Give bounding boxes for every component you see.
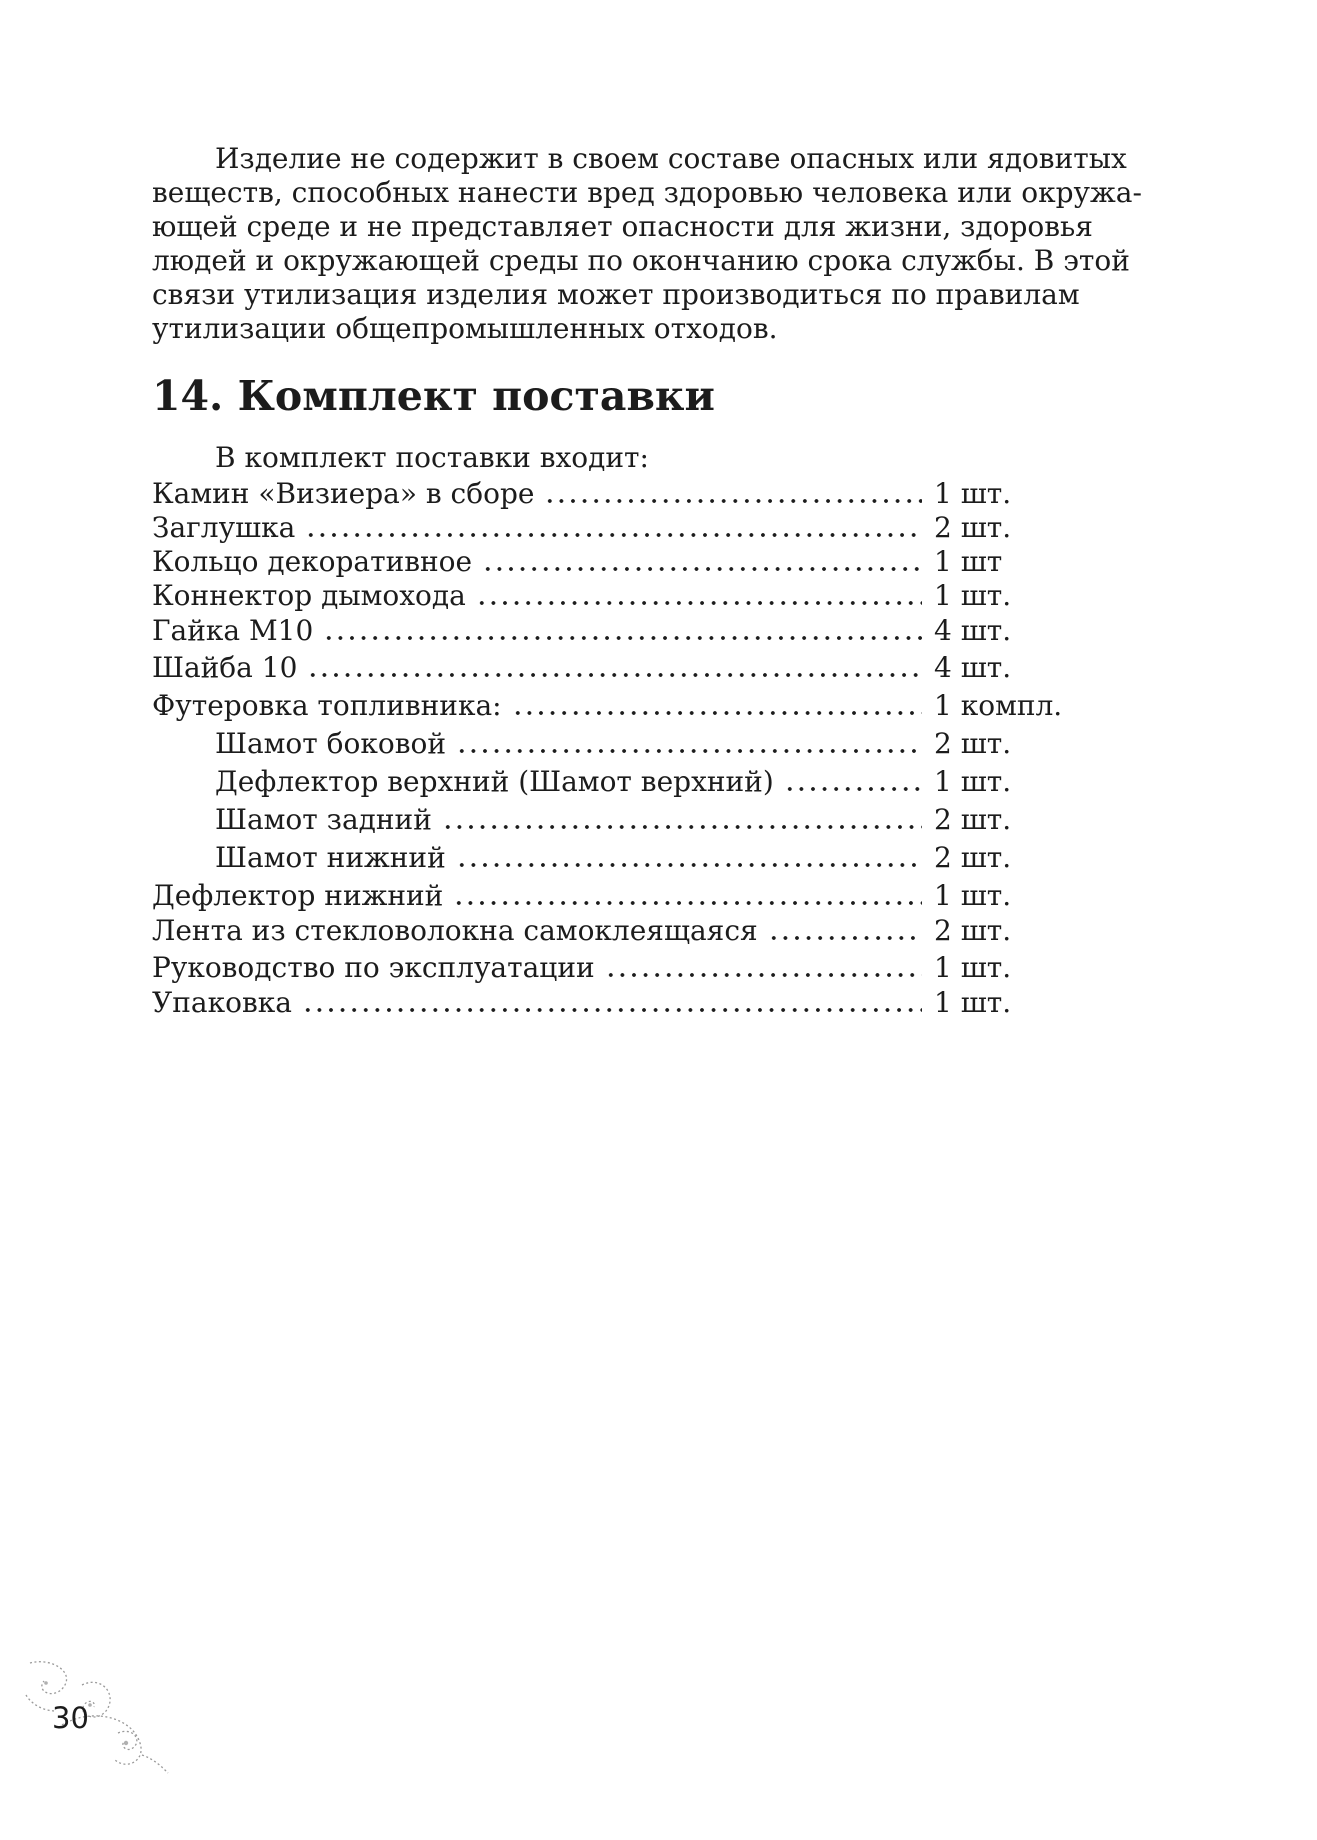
list-subitem — [215, 727, 1112, 761]
list-item — [152, 986, 1112, 1020]
list-item — [152, 579, 1112, 613]
list-subitem — [215, 803, 1112, 837]
item-label: Кольцо декоративное — [152, 545, 473, 578]
item-label: Камин «Визиера» в сборе — [152, 477, 535, 510]
list-item — [152, 689, 1112, 723]
item-label: Дефлектор верхний (Шамот верхний) — [215, 765, 774, 798]
dot-leader — [544, 497, 922, 505]
paragraph-line: Изделие не содержит в своем составе опасных или ядовитых — [215, 142, 1127, 175]
dot-leader — [453, 899, 922, 907]
dot-leader — [784, 785, 922, 793]
item-quantity: 1 шт. — [934, 879, 1012, 912]
list-item — [152, 477, 1112, 511]
item-label: Дефлектор нижний — [152, 879, 444, 912]
item-quantity: 1 шт. — [934, 986, 1012, 1019]
list-subitem — [215, 765, 1112, 799]
list-item — [152, 651, 1112, 685]
item-label: Шамот нижний — [215, 841, 446, 874]
section-intro: В комплект поставки входит: — [215, 441, 649, 474]
dot-leader — [605, 971, 922, 979]
section-heading: 14. Комплект поставки — [152, 372, 715, 420]
item-label: Гайка М10 — [152, 614, 314, 647]
paragraph-line: ющей среде и не представляет опасности для жизни, здоровья — [152, 210, 1093, 243]
paragraph-line: связи утилизация изделия может производиться по правилам — [152, 278, 1080, 311]
item-quantity: 2 шт. — [934, 841, 1012, 874]
dot-leader — [768, 934, 922, 942]
dot-leader — [476, 599, 922, 607]
list-item — [152, 879, 1112, 913]
dot-leader — [323, 634, 922, 642]
item-label: Заглушка — [152, 511, 296, 544]
list-item — [152, 951, 1112, 985]
item-label: Шамот боковой — [215, 727, 447, 760]
list-item — [152, 914, 1112, 948]
item-quantity: 2 шт. — [934, 914, 1012, 947]
item-label: Упаковка — [152, 986, 292, 1019]
paragraph-line: веществ, способных нанести вред здоровью человека или окружа- — [152, 176, 1142, 209]
item-label: Футеровка топливника: — [152, 689, 502, 722]
list-item — [152, 614, 1112, 648]
item-quantity: 1 шт. — [934, 477, 1012, 510]
item-label: Шайба 10 — [152, 651, 298, 684]
item-quantity: 2 шт. — [934, 511, 1012, 544]
dot-leader — [512, 709, 922, 717]
dot-leader — [307, 671, 922, 679]
dot-leader — [482, 565, 922, 573]
item-quantity: 1 шт. — [934, 765, 1012, 798]
item-quantity: 1 шт — [934, 545, 1003, 578]
item-label: Коннектор дымохода — [152, 579, 466, 612]
swirl-ornament-icon — [22, 1655, 172, 1775]
dot-leader — [305, 531, 922, 539]
item-label: Руководство по эксплуатации — [152, 951, 595, 984]
item-quantity: 1 шт. — [934, 951, 1012, 984]
item-label: Шамот задний — [215, 803, 432, 836]
item-quantity: 2 шт. — [934, 727, 1012, 760]
list-subitem — [215, 841, 1112, 875]
dot-leader — [442, 823, 922, 831]
item-quantity: 2 шт. — [934, 803, 1012, 836]
item-quantity: 4 шт. — [934, 651, 1012, 684]
item-quantity: 1 шт. — [934, 579, 1012, 612]
page-number: 30 — [52, 1701, 89, 1735]
paragraph-line: людей и окружающей среды по окончанию срока службы. В этой — [152, 244, 1130, 277]
dot-leader — [302, 1006, 922, 1014]
item-quantity: 1 компл. — [934, 689, 1063, 722]
paragraph-line: утилизации общепромышленных отходов. — [152, 312, 778, 345]
dot-leader — [456, 861, 922, 869]
list-item — [152, 545, 1112, 579]
item-label: Лента из стекловолокна самоклеящаяся — [152, 914, 758, 947]
list-item — [152, 511, 1112, 545]
dot-leader — [456, 747, 922, 755]
item-quantity: 4 шт. — [934, 614, 1012, 647]
